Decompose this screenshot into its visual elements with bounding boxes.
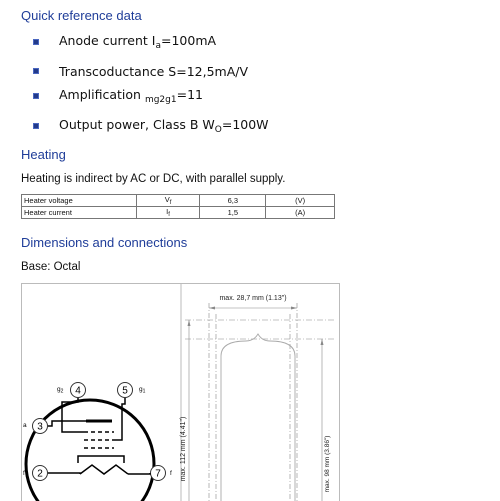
- section-title-quick-reference: Quick reference data: [21, 8, 142, 23]
- table-cell: $V_f$: [136, 195, 200, 207]
- list-item: [33, 62, 248, 80]
- base-type: Base: Octal: [21, 261, 81, 273]
- bullet-icon: [33, 39, 39, 45]
- item-label: Amplification $_{mg2g1}$=11: [59, 87, 203, 105]
- pin-label: 4: [75, 385, 81, 397]
- tube-envelope: [221, 334, 295, 501]
- table-cell: Heater current: [22, 207, 137, 219]
- table-cell: 1,5: [200, 207, 266, 219]
- dimension-height-label: max. 112 mm (4.41"): [180, 416, 187, 482]
- electrode-symbols: [48, 398, 150, 474]
- base-circle: [26, 400, 154, 501]
- pin-label-g1: $g_1$: [139, 386, 146, 395]
- item-label: Output power, Class B $W_O=100W$: [59, 117, 269, 135]
- table-cell: Heater voltage: [22, 195, 137, 207]
- section-title-heating: Heating: [21, 147, 66, 162]
- bullet-icon: [33, 123, 39, 129]
- tube-diagram: [21, 283, 340, 501]
- heater-table: [21, 194, 335, 219]
- bullet-icon: [33, 93, 39, 99]
- table-row: [22, 207, 335, 219]
- pin-label: 3: [37, 421, 43, 433]
- list-item: [33, 87, 203, 105]
- dimension-width-label: max. 28,7 mm (1.13"): [219, 295, 287, 302]
- pin-label-f: f: [23, 470, 25, 477]
- item-label: Anode current $I_a=100mA$: [59, 33, 217, 51]
- list-item: [33, 117, 269, 135]
- table-cell: (V): [266, 195, 335, 207]
- tube-diagram-svg: [22, 284, 339, 501]
- dimension-lines: [185, 303, 334, 501]
- item-label: Transcoductance S=12,5mA/V: [59, 63, 249, 79]
- pin-label-a: a: [23, 422, 27, 429]
- bullet-icon: [33, 68, 39, 74]
- table-cell: (A): [266, 207, 335, 219]
- pin-label: 5: [122, 385, 128, 397]
- list-item: [33, 33, 216, 51]
- pin-label-f: f: [170, 470, 172, 477]
- pin-label: 7: [155, 468, 161, 480]
- pin-label: 2: [37, 468, 43, 480]
- heating-description: Heating is indirect by AC or DC, with parallel supply.: [21, 173, 286, 185]
- dimension-height2-label: max. 98 mm (3.86"): [324, 435, 331, 493]
- table-cell: 6,3: [200, 195, 266, 207]
- table-row: [22, 195, 335, 207]
- section-title-dimensions: Dimensions and connections: [21, 235, 188, 250]
- pin-label-g2: $g_2$: [57, 386, 64, 395]
- table-cell: $I_f$: [136, 207, 200, 219]
